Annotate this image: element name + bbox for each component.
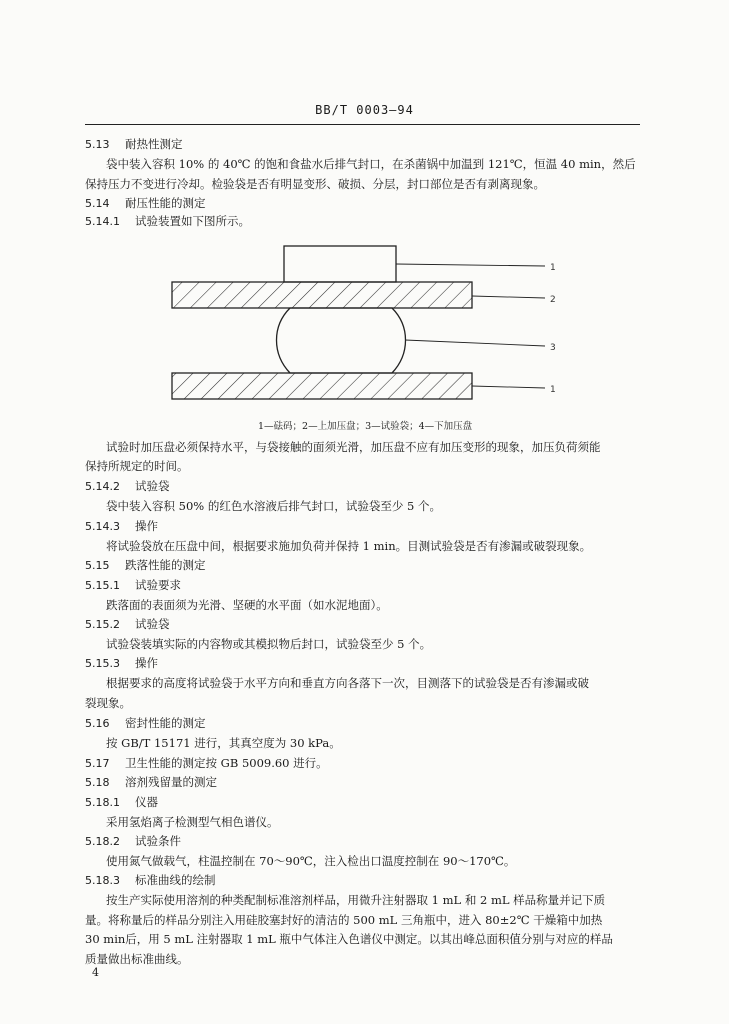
upper-pressure-plate (172, 282, 472, 308)
heading-5-18: 5.18 溶剂残留量的测定 (85, 775, 217, 789)
figure-caption: 1—砝码；2—上加压盘；3—试验袋；4—下加压盘 (258, 421, 473, 432)
leader-line-4 (472, 386, 545, 388)
heading-5-15-1: 5.15.1 试验要求 (85, 578, 181, 592)
heading-5-14-1: 5.14.1 试验装置如下图所示。 (85, 214, 250, 228)
test-bag (277, 308, 406, 373)
weight-block (284, 246, 396, 282)
figure-label: 2 (550, 295, 556, 305)
paragraph-line: 30 min后，用 5 mL 注射器取 1 mL 瓶中气体注入色谱仪中测定。以其出峰总面积值分别与对应的样品 (85, 932, 613, 946)
paragraph-line: 根据要求的高度将试验袋于水平方向和垂直方向各落下一次，目测落下的试验袋是否有渗漏或破 (106, 676, 589, 690)
paragraph-line: 使用氮气做载气，柱温控制在 70～90℃，注入检出口温度控制在 90～170℃。 (106, 854, 516, 868)
paragraph-line: 裂现象。 (85, 696, 131, 710)
paragraph-line: 将试验袋放在压盘中间，根据要求施加负荷并保持 1 min。目测试验袋是否有渗漏或破裂现象。 (106, 539, 592, 553)
figure-label: 1 (550, 385, 556, 395)
figure-label: 3 (550, 343, 556, 353)
paragraph-line: 保持压力不变进行冷却。检验袋是否有明显变形、破损、分层，封口部位是否有剥离现象。 (85, 177, 545, 191)
heading-5-14-3: 5.14.3 操作 (85, 519, 158, 533)
heading-5-18-2: 5.18.2 试验条件 (85, 834, 181, 848)
heading-5-15-3: 5.15.3 操作 (85, 656, 158, 670)
paragraph-line: 试验袋装填实际的内容物或其模拟物后封口，试验袋至少 5 个。 (106, 637, 432, 651)
pressure-test-diagram (160, 236, 580, 418)
paragraph-line: 按生产实际使用溶剂的种类配制标准溶剂样品，用微升注射器取 1 mL 和 2 mL 样品称量并记下质 (106, 893, 606, 907)
heading-5-18-3: 5.18.3 标准曲线的绘制 (85, 873, 216, 887)
lower-pressure-plate (172, 373, 472, 399)
heading-5-15: 5.15 跌落性能的测定 (85, 558, 206, 572)
leader-line-2 (472, 296, 545, 298)
heading-5-14: 5.14 耐压性能的测定 (85, 196, 206, 210)
paragraph-line: 质量做出标准曲线。 (85, 952, 189, 966)
paragraph-line: 采用氢焰离子检测型气相色谱仪。 (106, 815, 279, 829)
heading-5-15-2: 5.15.2 试验袋 (85, 617, 170, 631)
heading-5-17: 5.17 卫生性能的测定按 GB 5009.60 进行。 (85, 756, 328, 770)
heading-5-16: 5.16 密封性能的测定 (85, 716, 206, 730)
paragraph-line: 跌落面的表面须为光滑、坚硬的水平面（如水泥地面）。 (106, 598, 388, 612)
paragraph-line: 按 GB/T 15171 进行，其真空度为 30 kPa。 (106, 736, 341, 750)
paragraph-line: 试验时加压盘必须保持水平，与袋接触的面须光滑，加压盘不应有加压变形的现象，加压负荷须能 (106, 440, 601, 454)
paragraph-line: 袋中装入容积 10% 的 40℃ 的饱和食盐水后排气封口，在杀菌锅中加温到 121℃，恒温 40 min，然后 (106, 157, 636, 171)
page-header: BB/T 0003—94 (315, 103, 414, 117)
paragraph-line: 量。将称量后的样品分别注入用硅胶塞封好的清洁的 500 mL 三角瓶中，进入 80±2℃ 干燥箱中加热 (85, 913, 603, 927)
heading-5-14-2: 5.14.2 试验袋 (85, 479, 170, 493)
leader-line-1 (396, 264, 545, 266)
leader-line-3 (405, 340, 545, 346)
figure-label: 1 (550, 263, 556, 273)
paragraph-line: 保持所规定的时间。 (85, 459, 189, 473)
heading-5-13: 5.13 耐热性测定 (85, 137, 183, 151)
page-number: 4 (92, 966, 99, 979)
paragraph-line: 袋中装入容积 50% 的红色水溶液后排气封口，试验袋至少 5 个。 (106, 499, 441, 513)
header-rule (85, 124, 640, 125)
heading-5-18-1: 5.18.1 仪器 (85, 795, 158, 809)
